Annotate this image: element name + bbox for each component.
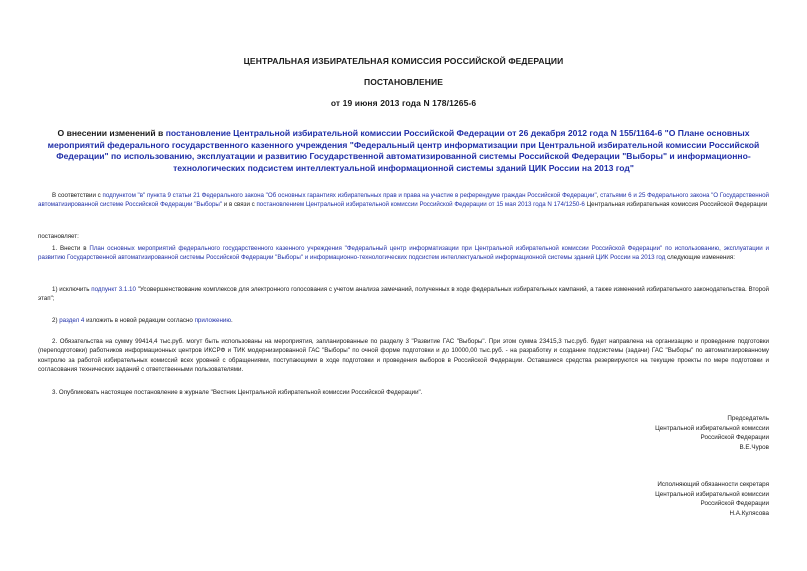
item-2-paragraph: 2. Обязательства на сумму 99414,4 тыс.руб. могут быть использованы на мероприятия, запланированные по разделу 3 "Развитие ГАС "Выборы". При этом сумма 23415,3 тыс.руб. будет направлена на организацию и проведение подготовки (переподготовки) работников информационных центров ИКСРФ и ТИК модернизированной ГАС "Выборы" по очной форме подготовки и до 10000,00 тыс.руб. - на разработку и создание подсистемы (задачи) ГАС "Выборы" по автоматизированному контролю за работой избирательных комиссий всех уровней с обращениями, поступающими в ходе подготовки и проведения выборов в Российской Федерации. Оставшиеся средства резервируются на текущие проекты по мере подготовки и согласования технических заданий с ответственными пользователями. (38, 338, 769, 373)
preamble-text: В соответствии с (52, 192, 103, 199)
item-1-text: следующие изменения: (665, 254, 735, 262)
plan-link[interactable]: План основных мероприятий федерального государственного казенного учреждения "Федеральный центр информатизации при Центральной избирательной комиссии Российской Федерации" по использованию, эксплуатации и развитию Государственной автоматизированной системы Российской Федерации "Выборы" и информационно-технологических подсистем интеллектуальной информационной системы зданий ЦИК России на 2013 год (38, 245, 769, 262)
item-1-2-text: изложить в новой редакции согласно (84, 317, 195, 324)
resolution-174-link[interactable]: постановлением Центральной избирательной комиссии Российской Федерации от 15 мая 2013 года N 174/1250-6 (256, 201, 585, 209)
signature-line: Исполняющий обязанности секретаря (657, 481, 769, 488)
preamble-text: , (596, 192, 601, 199)
preamble-text: и в связи с (222, 201, 257, 209)
section-4-link[interactable]: раздел 4 (59, 317, 85, 324)
appendix-link[interactable]: приложению (194, 317, 231, 324)
item-1-1-text: 1) исключить (52, 286, 92, 293)
title-link[interactable]: постановление Центральной избирательной комиссии Российской Федерации от 26 декабря 2012 года N 155/1164-6 "О Плане основных мероприятий федерального государственного казенного учреждения "Федеральный центр информатизации при Центральной избирательной комиссии Российской Федерации" по использованию, эксплуатации и развитию Государственной автоматизированной системы Российской Федерации "Выборы" и информационно-технологических подсистем интеллектуальной информационной системы зданий ЦИК России на 2013 год" (47, 128, 760, 173)
law-21-link[interactable]: подпунктом "в" пункта 9 статьи 21 Федерального закона "Об основных гарантиях избирательных прав и права на участие в референдуме граждан Российской Федерации" (102, 192, 597, 199)
gas-vybory-law-link[interactable]: статьями 6 и 25 Федерального закона "О Государственной автоматизированной системе Российской Федерации "Выборы" (38, 192, 769, 209)
signature-line: Центральной избирательной комиссии (655, 490, 769, 498)
subitem-3-1-10-link[interactable]: подпункт 3.1.10 (91, 286, 136, 293)
secretary-signature-block (655, 480, 769, 518)
signature-line: Российской Федерации (700, 434, 769, 441)
document-date-number: от 19 июня 2013 года N 178/1265-6 (330, 98, 477, 108)
item-1-paragraph (38, 244, 769, 263)
signatory-name: Н.А.Кулясова (729, 509, 769, 517)
chairman-signature-block (655, 414, 769, 452)
item-1-2-text: 2) (52, 317, 60, 324)
resolves-label: постановляет: (38, 233, 79, 240)
signature-line: Председатель (727, 415, 769, 422)
item-1-2-text: . (230, 317, 233, 324)
item-1-1-paragraph (38, 285, 769, 304)
signature-line: Российской Федерации (700, 500, 769, 507)
title-prefix: О внесении изменений в (57, 128, 166, 138)
item-3-paragraph: 3. Опубликовать настоящее постановление в журнале "Вестник Центральной избирательной комиссии Российской Федерации". (52, 389, 423, 396)
signature-line: Центральной избирательной комиссии (655, 424, 769, 432)
item-1-1-text: "Усовершенствование комплексов для электронного голосования с учетом анализа замечаний, полученных в ходе федеральных избирательных кампаний, а также изменений избирательного законодательства. Второй этап"; (38, 286, 769, 303)
preamble-paragraph (38, 191, 769, 210)
preamble-text: Центральная избирательная комиссия Российской Федерации (584, 201, 768, 209)
signatory-name: В.Е.Чуров (739, 443, 769, 451)
document-title (40, 128, 767, 174)
item-1-text: 1. Внести в (52, 245, 90, 252)
item-1-2-paragraph (38, 316, 769, 325)
issuing-authority: ЦЕНТРАЛЬНАЯ ИЗБИРАТЕЛЬНАЯ КОМИССИЯ РОССИЙСКОЙ ФЕДЕРАЦИИ (243, 56, 564, 66)
document-type: ПОСТАНОВЛЕНИЕ (364, 77, 443, 87)
